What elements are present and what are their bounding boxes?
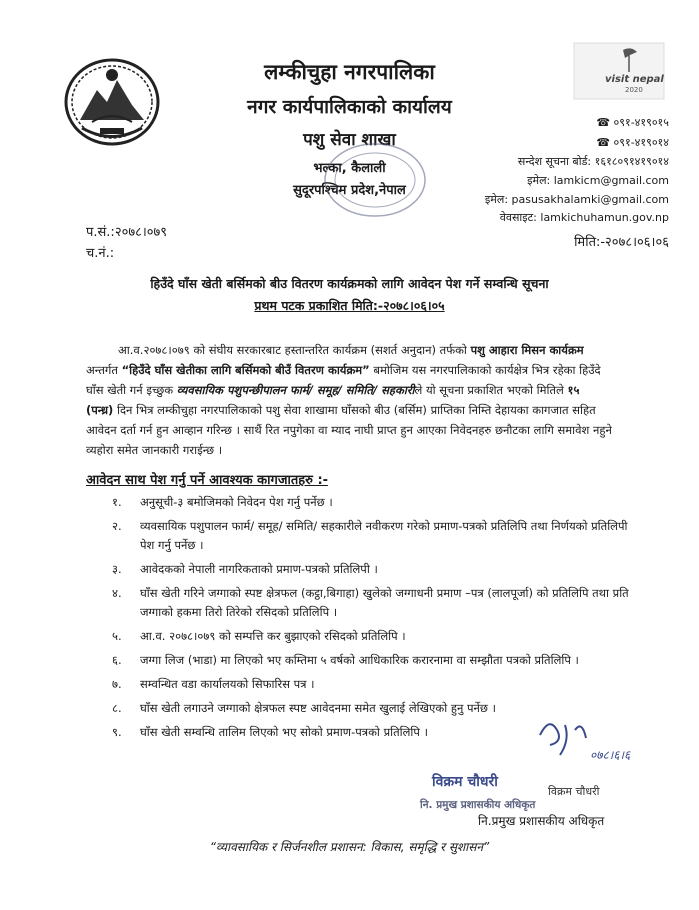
office-name: नगर कार्यपालिकाको कार्यालय <box>247 96 452 118</box>
signature-date: ०७८।६।६ <box>590 748 631 762</box>
phone-icon: ☎ <box>596 116 614 129</box>
body-line-6: व्यहोरा समेत जानकारी गराईन्छ । <box>86 443 223 457</box>
published-date: प्रथम पटक प्रकाशित मिति:-२०७८।०६।०५ <box>254 298 445 313</box>
ref-number: प.सं.:२०७८।०७९ <box>86 225 168 240</box>
signer-name-printed: विक्रम चौधरी <box>548 785 600 798</box>
signer-name-stamp: विक्रम चौधरी <box>432 774 498 790</box>
body-line-1: आ.व.२०७८।०७९ को संघीय सरकारबाट हस्तान्तरित कार्यक्रम (सशर्त अनुदान) तर्फको पशु आहारा मिसन कार्यक्रम <box>118 343 584 357</box>
signer-title: नि.प्रमुख प्रशासकीय अधिकृत <box>478 814 605 828</box>
office-place: भल्का, कैलाली <box>313 161 386 176</box>
branch-name: पशु सेवा शाखा <box>303 130 396 150</box>
website: वेवसाइट: lamkichuhamun.gov.np <box>499 211 669 224</box>
email-1: इमेल: lamkicm@gmail.com <box>527 174 669 187</box>
body-line-4: (पन्ध्र) दिन भित्र लम्कीचुहा नगरपालिकाको पशु सेवा शाखामा घाँसको बीउ (बर्सिम) प्राप्तिका निम्ति देहायका कागजात सहित <box>86 403 596 417</box>
office-stamp <box>320 140 430 220</box>
signer-title-stamp: नि. प्रमुख प्रशासकीय अधिकृत <box>420 799 536 811</box>
dispatch-number: च.नं.: <box>86 246 115 261</box>
phone-2: ☎ ०९१-४१९०१४ <box>596 136 669 149</box>
slogan: “व्यावसायिक र सिर्जनशील प्रशासन: विकास, समृद्धि र सुशासन” <box>209 840 490 854</box>
notice-title: हिउँदे घाँस खेती बर्सिमको बीउ वितरण कार्यक्रमको लागि आवेदन पेश गर्ने सम्वन्धि सूचना <box>150 276 549 291</box>
letter-date: मिति:-२०७८।०६।०६ <box>574 235 669 250</box>
docs-heading: आवेदन साथ पेश गर्नु पर्ने आवश्यक कागजातहरु :- <box>86 473 329 488</box>
visit-nepal-text: visit nepal <box>605 74 664 85</box>
notice-board: सन्देश सूचना बोर्ड: १६१८०९१४१९०१४ <box>517 155 669 168</box>
body-line-2: अन्तर्गत “हिउँदे घाँस खेतीका लागि बर्सिमको बीउँ वितरण कार्यक्रम” बमोजिम यस नगरपालिकाको कार्यक्षेत्र भित्र रहेका हिउँदे <box>86 363 601 377</box>
org-name: लम्कीचुहा नगरपालिका <box>264 60 435 84</box>
email-2: इमेल: pasusakhalamki@gmail.com <box>484 193 669 206</box>
signature <box>520 710 650 770</box>
body-line-5: आवेदन दर्ता गर्न हुन आव्हान गरिन्छ । साथैं रित नपुगेका वा म्याद नाघी प्राप्त हुन आएका निवेदनहरु छनौटका लागि समावेश नहुने <box>86 423 612 437</box>
phone-1: ☎ ०९१-४१९०१५ <box>596 116 669 129</box>
office-province: सुदूरपश्चिम प्रदेश,नेपाल <box>293 183 406 198</box>
visit-nepal-year: 2020 <box>625 86 643 94</box>
body-line-3: घाँस खेती गर्न इच्छुक व्यवसायिक पशुपन्छीपालन फार्म/ समूह/ समिति/ सहकारीले यो सूचना प्रकाशित भएको मितिले १५ <box>86 383 580 397</box>
phone-icon: ☎ <box>596 136 614 149</box>
